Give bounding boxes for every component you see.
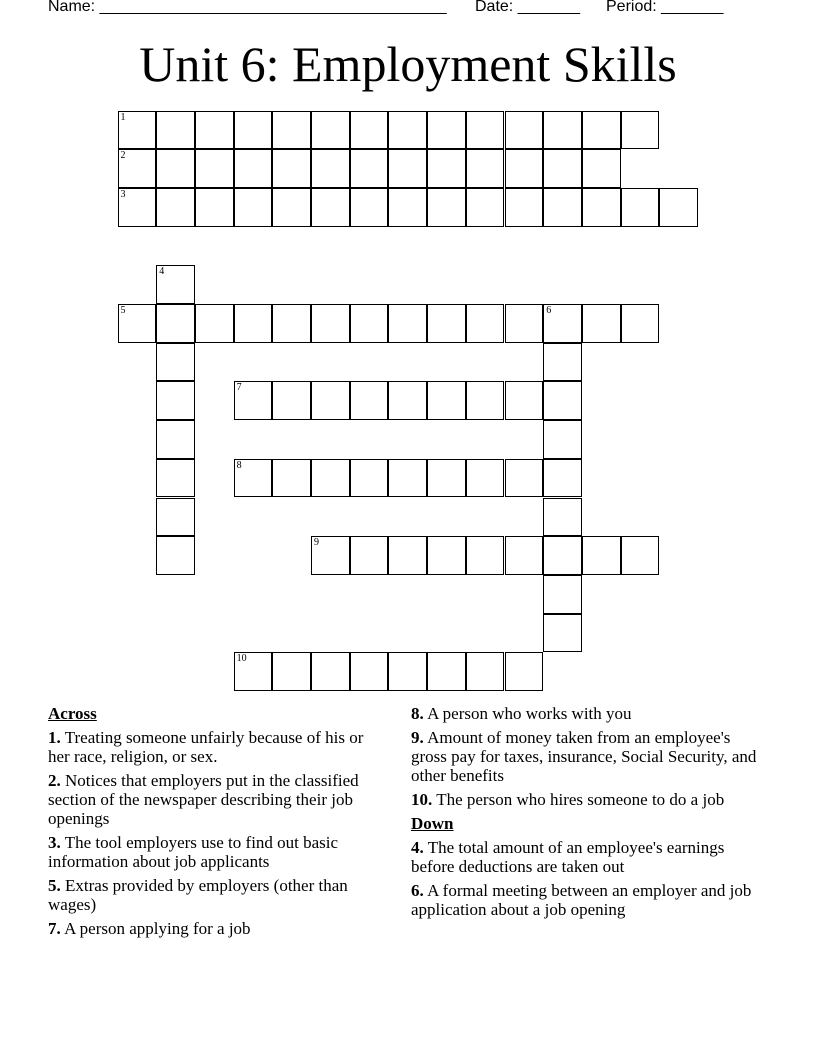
grid-cell[interactable] [621,536,660,575]
grid-cell[interactable] [234,304,273,343]
grid-cell[interactable] [272,111,311,150]
grid-cell[interactable] [156,343,195,382]
grid-cell[interactable] [466,459,505,498]
down-heading: Down [411,814,454,833]
cell-number: 5 [120,305,126,316]
grid-cell[interactable] [543,420,582,459]
cell-number: 7 [236,382,242,394]
name-field[interactable]: Name: _______________________________________ [48,0,447,15]
grid-cell[interactable] [388,188,427,227]
grid-cell[interactable] [195,149,234,188]
grid-cell[interactable] [350,111,389,150]
grid-cell[interactable] [466,381,505,420]
grid-cell[interactable] [311,149,350,188]
grid-cell[interactable] [582,304,621,343]
grid-cell[interactable] [427,536,466,575]
grid-cell[interactable] [543,614,582,653]
across-heading: Across [48,704,97,723]
grid-cell[interactable] [272,304,311,343]
grid-cell[interactable] [427,652,466,691]
page-title: Unit 6: Employment Skills [139,36,677,92]
grid-cell[interactable] [272,652,311,691]
clue-across-5: 5. Extras provided by employers (other than wages) [48,876,348,914]
grid-cell[interactable] [466,304,505,343]
grid-cell[interactable] [156,149,195,188]
period-field[interactable]: Period: _______ [606,0,724,15]
clue-across-3: 3. The tool employers use to find out basic information about job applicants [48,833,339,871]
grid-cell[interactable] [543,459,582,498]
grid-cell[interactable] [543,111,582,150]
grid-cell[interactable] [156,304,195,343]
cell-number: 3 [120,188,126,200]
grid-cell[interactable] [427,381,466,420]
grid-cell[interactable] [582,111,621,150]
cell-number: 4 [159,266,165,278]
grid-cell[interactable] [543,304,582,343]
grid-cell[interactable] [350,188,389,227]
grid-cell[interactable] [388,149,427,188]
grid-cell[interactable] [621,188,660,227]
grid-cell[interactable] [388,111,427,150]
grid-cell[interactable] [234,459,273,498]
cell-number: 1 [120,111,126,123]
cell-number: 6 [546,305,552,316]
grid-cell[interactable] [388,536,427,575]
grid-cell[interactable] [427,459,466,498]
clue-across-9: 9. Amount of money taken from an employee's gross pay for taxes, insurance, Social Security, and other benefits [411,728,757,785]
grid-cell[interactable] [505,188,544,227]
grid-cell[interactable] [505,536,544,575]
grid-cell[interactable] [543,149,582,188]
grid-cell[interactable] [659,188,698,227]
grid-cell[interactable] [543,498,582,537]
grid-cell[interactable] [427,188,466,227]
grid-cell[interactable] [543,188,582,227]
grid-cell[interactable] [388,459,427,498]
clue-across-2: 2. Notices that employers put in the classified section of the newspaper describing their job openings [48,771,359,828]
grid-cell[interactable] [311,459,350,498]
grid-cell[interactable] [505,381,544,420]
grid-cell[interactable] [234,381,273,420]
grid-cell[interactable] [388,652,427,691]
grid-cell[interactable] [272,381,311,420]
grid-cell[interactable] [350,536,389,575]
grid-cell[interactable] [311,188,350,227]
clue-across-8: 8. A person who works with you [411,704,632,723]
grid-cell[interactable] [466,149,505,188]
grid-cell[interactable] [195,188,234,227]
grid-cell[interactable] [311,111,350,150]
grid-cell[interactable] [272,188,311,227]
grid-cell[interactable] [272,149,311,188]
grid-cell[interactable] [156,111,195,150]
grid-cell[interactable] [466,188,505,227]
cell-number: 2 [120,150,126,162]
grid-cell[interactable] [505,652,544,691]
grid-cell[interactable] [156,188,195,227]
grid-cell[interactable] [466,111,505,150]
grid-cell[interactable] [156,459,195,498]
grid-cell[interactable] [350,459,389,498]
grid-cell[interactable] [311,652,350,691]
grid-cell[interactable] [505,304,544,343]
grid-cell[interactable] [156,381,195,420]
grid-cell[interactable] [118,188,157,227]
grid-cell[interactable] [543,343,582,382]
grid-cell[interactable] [621,304,660,343]
grid-cell[interactable] [234,111,273,150]
cell-number: 8 [236,459,242,471]
clue-down-6: 6. A formal meeting between an employer and job application about a job opening [411,881,752,919]
grid-cell[interactable] [156,420,195,459]
grid-cell[interactable] [311,381,350,420]
grid-cell[interactable] [234,149,273,188]
grid-cell[interactable] [118,149,157,188]
clue-across-7: 7. A person applying for a job [48,919,251,938]
grid-cell[interactable] [195,304,234,343]
grid-cell[interactable] [234,188,273,227]
grid-cell[interactable] [543,536,582,575]
grid-cell[interactable] [118,111,157,150]
grid-cell[interactable] [543,575,582,614]
grid-cell[interactable] [388,304,427,343]
clue-down-4: 4. The total amount of an employee's earnings before deductions are taken out [411,838,725,876]
grid-cell[interactable] [350,381,389,420]
grid-cell[interactable] [505,149,544,188]
cell-number: 10 [236,653,247,665]
grid-cell[interactable] [350,304,389,343]
grid-cell[interactable] [234,652,273,691]
grid-cell[interactable] [427,304,466,343]
grid-cell[interactable] [505,459,544,498]
grid-cell[interactable] [582,536,621,575]
grid-cell[interactable] [311,536,350,575]
grid-cell[interactable] [350,652,389,691]
date-field[interactable]: Date: _______ [475,0,580,15]
grid-cell[interactable] [118,304,157,343]
cell-number: 9 [314,537,319,549]
grid-cell[interactable] [543,381,582,420]
clues-column-left [48,704,388,943]
grid-cell[interactable] [427,111,466,150]
grid-cell[interactable] [466,652,505,691]
grid-cell[interactable] [156,536,195,575]
grid-cell[interactable] [388,381,427,420]
grid-cell[interactable] [505,111,544,150]
grid-cell[interactable] [156,498,195,537]
grid-cell[interactable] [466,536,505,575]
grid-cell[interactable] [311,304,350,343]
clue-across-10: 10. The person who hires someone to do a job [411,790,725,809]
grid-cell[interactable] [272,459,311,498]
grid-cell[interactable] [582,149,621,188]
grid-cell[interactable] [582,188,621,227]
grid-cell[interactable] [427,149,466,188]
grid-cell[interactable] [195,111,234,150]
clue-across-1: 1. Treating someone unfairly because of his or her race, religion, or sex. [48,728,364,766]
grid-cell[interactable] [621,111,660,150]
grid-cell[interactable] [156,265,195,304]
grid-cell[interactable] [350,149,389,188]
clues-column-right [411,704,761,924]
